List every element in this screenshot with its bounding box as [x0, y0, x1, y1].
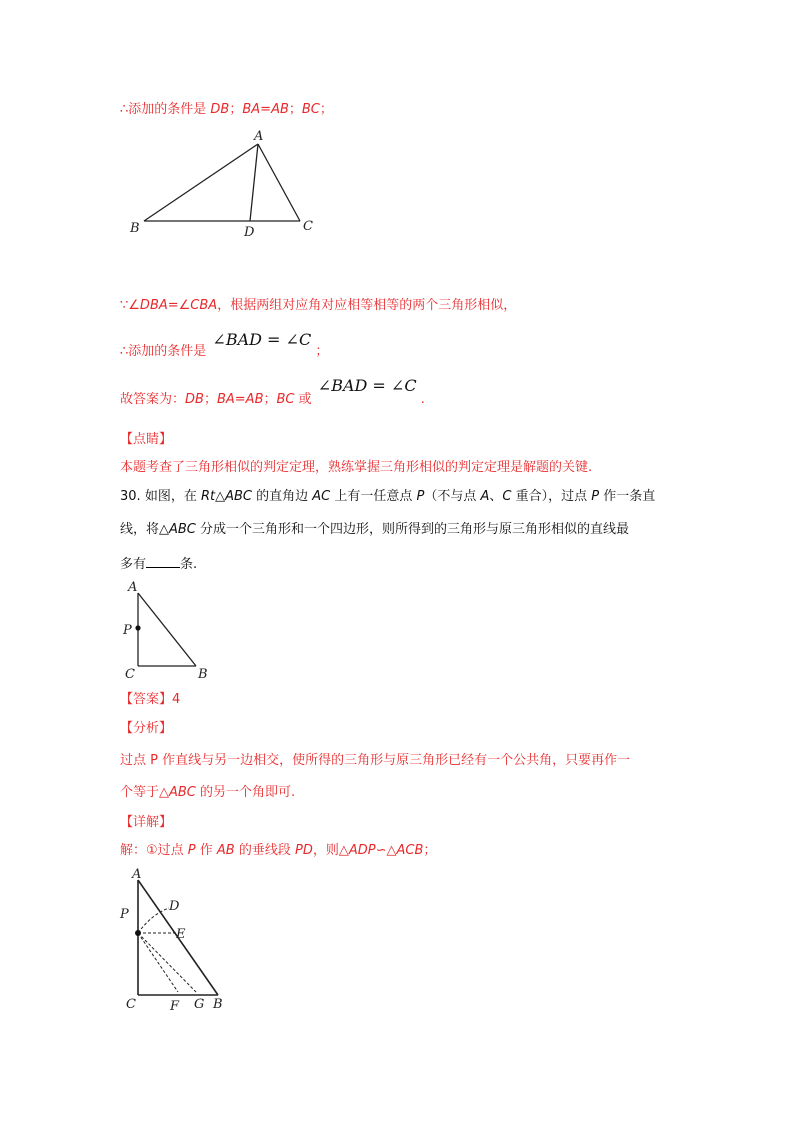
question-line-3: [120, 553, 197, 575]
var: P: [591, 489, 600, 504]
var: BA=AB: [242, 102, 289, 117]
sep: ；: [315, 344, 329, 359]
label-f: F: [170, 999, 180, 1014]
label-a: A: [254, 129, 264, 144]
answer-value: 4: [172, 692, 181, 707]
text: ，则△: [312, 843, 349, 858]
sep: ；: [263, 392, 277, 407]
text: 的垂线段: [234, 843, 295, 858]
var: BC: [301, 102, 320, 117]
text: 的另一个角即可.: [195, 785, 296, 800]
text: （不与点: [424, 489, 481, 504]
answer-line: [120, 690, 180, 710]
label-d: D: [244, 225, 255, 240]
var: PD: [294, 843, 313, 858]
label-e: E: [176, 927, 186, 942]
label-d: D: [169, 899, 180, 914]
sep: .: [420, 392, 425, 407]
text: 线，将△: [120, 522, 169, 537]
var: DB: [185, 392, 204, 407]
text: 故答案为：: [120, 392, 186, 407]
sep: ；: [288, 102, 302, 117]
var: C: [502, 489, 512, 504]
label-c: C: [303, 219, 313, 234]
because-symbol: ∵: [120, 298, 129, 313]
var: BC: [276, 392, 295, 407]
var: P: [416, 489, 425, 504]
question-line-2: [120, 520, 629, 540]
analysis-line-1: 过点 P 作直线与另一边相交，使所得的三角形与原三角形已经有一个公共角，只要再作一: [120, 753, 631, 768]
var: AC: [312, 489, 331, 504]
label-b: B: [198, 667, 208, 682]
label-g: G: [194, 997, 205, 1012]
question-line-1: [120, 487, 655, 507]
detail-header: 【详解】: [120, 815, 173, 830]
var: ABC: [169, 522, 196, 537]
text: △: [215, 489, 226, 504]
text: 作: [195, 843, 217, 858]
text: 上有一任意点: [330, 489, 417, 504]
answer-header: 【答案】: [120, 692, 173, 707]
sep: ；: [229, 102, 243, 117]
formula: ∠BAD = ∠C: [212, 330, 312, 349]
label-b: B: [130, 221, 140, 236]
text: ∴添加的条件是: [120, 102, 211, 117]
text: 分成一个三角形和一个四边形，则所得到的三角形与原三角形相似的直线最: [195, 522, 630, 537]
text: 重合），过点: [511, 489, 592, 504]
label-p: P: [120, 907, 129, 922]
text: 多有: [120, 557, 147, 572]
answer-prefix-group: [120, 392, 312, 407]
prev-condition-line-1: [120, 100, 333, 120]
text: 条.: [180, 557, 198, 572]
label-c: C: [126, 997, 136, 1012]
var: ADP: [348, 843, 376, 858]
text: 如图，在: [144, 489, 201, 504]
text: ，根据两组对应角对应相等相等的两个三角形相似，: [217, 298, 517, 313]
label-a: A: [128, 580, 138, 595]
analysis-line-2: [120, 783, 295, 803]
var: ABC: [225, 489, 252, 504]
text: 个等于△: [120, 785, 169, 800]
text: 的直角边: [252, 489, 313, 504]
prev-reason-line: [120, 296, 516, 316]
var: DB: [210, 102, 230, 117]
prev-answer-line: [120, 376, 425, 407]
right-triangle-figure: [118, 578, 228, 682]
var: ABC: [169, 785, 196, 800]
answer-blank: [146, 553, 180, 568]
label-p: P: [123, 623, 132, 638]
text: ；: [423, 843, 437, 858]
var: A: [480, 489, 490, 504]
detail-line-1: [120, 841, 436, 861]
question-number: 30.: [120, 489, 141, 504]
angle-equation: ∠DBA=∠CBA: [128, 298, 218, 313]
var: ACB: [396, 843, 424, 858]
label-b: B: [213, 997, 223, 1012]
construction-figure: [114, 866, 244, 1016]
sep: ；: [319, 102, 333, 117]
comment-text: 本题考查了三角形相似的判定定理，熟练掌握三角形相似的判定定理是解题的关键.: [120, 460, 593, 475]
sep: ；: [203, 392, 217, 407]
text: 或: [294, 392, 312, 407]
analysis-header: 【分析】: [120, 721, 173, 736]
var: BA=AB: [216, 392, 264, 407]
text: 、: [489, 489, 503, 504]
label-a: A: [132, 867, 142, 882]
text: ∴添加的条件是: [120, 344, 207, 359]
label-c: C: [125, 667, 135, 682]
var: AB: [216, 843, 235, 858]
var: P: [187, 843, 196, 858]
formula: ∠BAD = ∠C: [317, 376, 417, 395]
text: 解：①过点: [120, 843, 188, 858]
text: 作一条直: [599, 489, 656, 504]
triangle-abd-figure: [128, 128, 328, 238]
prev-condition-line-2: [120, 330, 329, 359]
comment-header: 【点睛】: [120, 432, 173, 447]
var: Rt: [200, 489, 216, 504]
text: ∽△: [375, 843, 397, 858]
